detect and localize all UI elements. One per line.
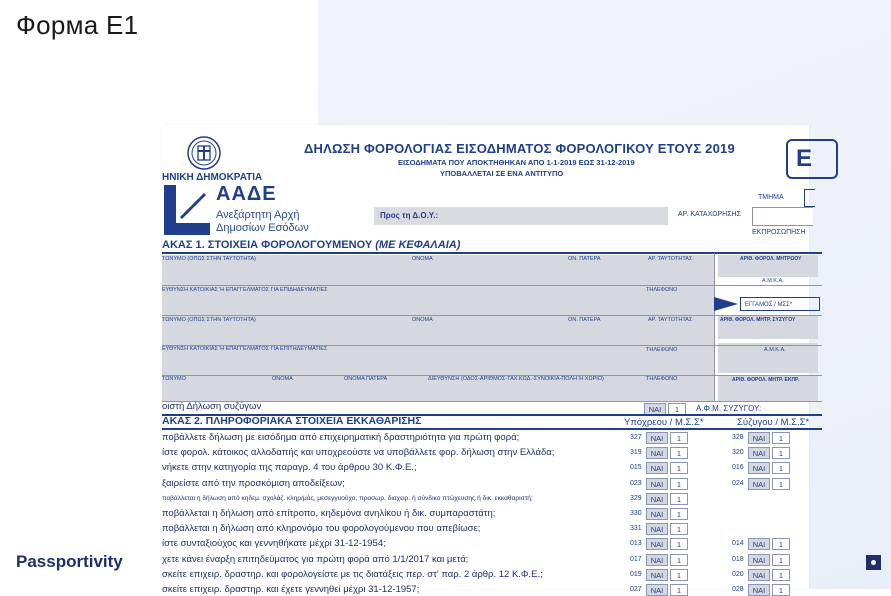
corner-mark-icon — [866, 555, 881, 570]
field-code: 023 — [630, 479, 642, 487]
one-box[interactable]: 1 — [670, 508, 688, 520]
field-code-spouse: 020 — [732, 570, 744, 578]
one-box-spouse[interactable]: 1 — [772, 462, 790, 474]
one-box-spouse[interactable]: 1 — [772, 538, 790, 550]
field-code-spouse: 320 — [732, 449, 744, 457]
yes-checkbox[interactable]: ΝΑΙ — [646, 432, 668, 444]
field-code-spouse: 328 — [732, 434, 744, 441]
field-label: Α.Μ.Κ.Α. — [762, 278, 784, 284]
field-label: ΟΝΟΜΑ — [412, 317, 433, 323]
one-box-spouse[interactable]: 1 — [772, 478, 790, 490]
one-box[interactable]: 1 — [670, 462, 688, 474]
field-code-spouse: 016 — [732, 464, 744, 472]
one-box[interactable]: 1 — [670, 569, 688, 581]
field-code: 027 — [630, 586, 642, 593]
government-name: ΗΝΙΚΗ ΔΗΜΟΚΡΑΤΙΑ — [162, 172, 263, 183]
joint-declaration-label: οιστή Δήλωση συζύγων — [162, 401, 262, 412]
joint-one-box[interactable]: 1 — [668, 403, 686, 415]
yes-checkbox-spouse[interactable]: ΝΑΙ — [748, 569, 770, 581]
section2-rule-top — [162, 414, 822, 416]
field-code: 017 — [630, 555, 642, 563]
tmima-label: ΤΜΗΜΑ — [758, 194, 784, 201]
field-code: 319 — [630, 449, 642, 457]
form-code-box: Ε — [786, 139, 838, 179]
registration-number-label: ΑΡ. ΚΑΤΑΧΩΡΗΣΗΣ — [678, 211, 741, 218]
field-label: ΤΩΝΥΜΟ (ΟΠΩΣ ΣΤΗΝ ΤΑΥΤΟΤΗΤΑ) — [162, 317, 256, 323]
yes-checkbox[interactable]: ΝΑΙ — [646, 538, 668, 550]
one-box-spouse[interactable]: 1 — [772, 432, 790, 444]
one-box-spouse[interactable]: 1 — [772, 569, 790, 581]
field-label: Α.Μ.Κ.Α. — [764, 347, 786, 353]
form-subtitle-period: ΕΙΣΟΔΗΜΑΤΑ ΠΟΥ ΑΠΟΚΤΗΘΗΚΑΝ ΑΠΟ 1-1-2019 ΕΩΣ 31-12-2019 — [398, 158, 635, 167]
field-label: ΤΗΛΕΦΩΝΟ — [646, 347, 678, 353]
field-code-spouse: 024 — [732, 479, 744, 487]
question-text: ποβάλλετε δήλωση με εισόδημα από επιχειρηματική δραστηριότητα για πρώτη φορά; — [162, 432, 520, 443]
yes-checkbox[interactable]: ΝΑΙ — [646, 493, 668, 505]
field-label: ΑΡΙΘ. ΦΟΡΟΛ. ΜΗΤΡ. ΕΚΠΡ. — [732, 377, 800, 383]
aade-subtitle-line1: Ανεξάρτητη Αρχή — [216, 209, 300, 221]
one-box-spouse[interactable]: 1 — [772, 554, 790, 566]
form-subtitle-copies: ΥΠΟΒΑΛΛΕΤΑΙ ΣΕ ΕΝΑ ΑΝΤΙΤΥΠΟ — [440, 169, 564, 178]
question-text: ποβάλλεται η δήλωση από επίτροπο, κηδεμόνα ανηλίκου ή δικ. συμπαραστάτη; — [162, 508, 496, 519]
section1-title: ΑΚΑΣ 1. ΣΤΟΙΧΕΙΑ ΦΟΡΟΛΟΓΟΥΜΕΝΟΥ (ΜΕ ΚΕΦΑΛΑΙΑ) — [162, 239, 461, 251]
field-label: ΕΥΘΥΝΣΗ ΚΑΤΟΙΚΙΑΣ Ή ΕΠΑΓΓΕΛΜΑΤΟΣ ΓΙΑ ΕΠΙΤΗΔΕΥΜΑΤΙΕΣ — [162, 346, 328, 352]
yes-checkbox-spouse[interactable]: ΝΑΙ — [748, 462, 770, 474]
divider — [162, 285, 822, 286]
question-text: νήκετε στην κατηγορία της παραγρ. 4 του άρθρου 30 Κ.Φ.Ε.; — [162, 462, 417, 474]
yes-checkbox[interactable]: ΝΑΙ — [646, 508, 668, 520]
field-label: ΟΝΟΜΑ ΠΑΤΕΡΑ — [344, 376, 388, 382]
one-box[interactable]: 1 — [670, 478, 688, 490]
field-label: ΤΗΛΕΦΩΝΟ — [646, 376, 678, 382]
yes-checkbox-spouse[interactable]: ΝΑΙ — [748, 432, 770, 444]
field-code: 013 — [630, 540, 642, 548]
yes-checkbox-spouse[interactable]: ΝΑΙ — [748, 478, 770, 490]
yes-checkbox[interactable]: ΝΑΙ — [646, 478, 668, 490]
divider — [162, 315, 822, 316]
question-text: ξαιρείστε από την προσκόμιση αποδείξεων; — [162, 477, 345, 489]
field-label: ΑΡΙΘ. ΦΟΡΟΛ. ΜΗΤΡΩΟΥ — [740, 256, 802, 262]
field-code: 015 — [630, 464, 642, 472]
field-code-spouse: 014 — [732, 540, 744, 548]
section1-rule — [162, 252, 822, 254]
question-text: ποβάλλεται η δήλωση από κηδεμ. σχολάζ. κληρ/μάς, μεσεγγυούχο, προσωρ. διαχειρ. ή σύνδικο πτώχευσης ή δικ. εκκαθαριστή; — [162, 494, 533, 502]
aade-subtitle-line2: Δημοσίων Εσόδων — [216, 222, 309, 234]
form-title: ΔΗΛΩΣΗ ΦΟΡΟΛΟΓΙΑΣ ΕΙΣΟΔΗΜΑΤΟΣ ΦΟΡΟΛΟΓΙΚΟΥ ΕΤΟΥΣ 2019 — [304, 141, 735, 156]
one-box[interactable]: 1 — [670, 554, 688, 566]
one-box-spouse[interactable]: 1 — [772, 584, 790, 596]
field-code: 329 — [630, 494, 642, 502]
one-box[interactable]: 1 — [670, 447, 688, 459]
field-code: 327 — [630, 434, 642, 441]
section2-title: ΑΚΑΣ 2. ΠΛΗΡΟΦΟΡΙΑΚΑ ΣΤΟΙΧΕΙΑ ΕΚΚΑΘΑΡΙΣΗΣ — [162, 415, 422, 427]
one-box[interactable]: 1 — [670, 584, 688, 596]
column-head-spouse: Σύζυγου / Μ.Σ.Σ* — [737, 417, 810, 428]
aade-name: ΑΑΔΕ — [216, 183, 277, 205]
yes-checkbox[interactable]: ΝΑΙ — [646, 584, 668, 596]
greek-emblem-icon — [186, 135, 222, 171]
yes-checkbox[interactable]: ΝΑΙ — [646, 462, 668, 474]
yes-checkbox[interactable]: ΝΑΙ — [646, 447, 668, 459]
representation-label: ΕΚΠΡΟΣΩΠΗΣΗ — [752, 229, 806, 236]
field-code-spouse: 028 — [732, 586, 744, 593]
slide-title: Форма Е1 — [16, 10, 139, 40]
one-box[interactable]: 1 — [670, 493, 688, 505]
tmima-field[interactable] — [804, 189, 815, 207]
field-label: ΕΥΘΥΝΣΗ ΚΑΤΟΙΚΙΑΣ Ή ΕΠΑΓΓΕΛΜΑΤΟΣ ΓΙΑ ΕΠΙΔΗΔΕΥΜΑΤΙΕΣ — [162, 287, 328, 293]
field-code: 330 — [630, 510, 642, 517]
field-label: ΤΩΝΥΜΟ (ΟΠΩΣ ΣΤΗΝ ΤΑΥΤΟΤΗΤΑ) — [162, 256, 256, 262]
yes-checkbox[interactable]: ΝΑΙ — [646, 554, 668, 566]
field-code: 331 — [630, 525, 642, 533]
yes-checkbox-spouse[interactable]: ΝΑΙ — [748, 554, 770, 566]
one-box-spouse[interactable]: 1 — [772, 447, 790, 459]
yes-checkbox-spouse[interactable]: ΝΑΙ — [748, 538, 770, 550]
question-text: σκείτε επιχειρ. δραστηρ. και φορολογείστε με τις διατάξεις περ. στ' παρ. 2 άρθρ. 12 Κ.Φ.Ε.; — [162, 568, 543, 580]
spouse-afm-label: Α.Φ.Μ. ΣΥΖΥΓΟΥ: — [696, 404, 762, 413]
vertical-divider — [714, 253, 715, 401]
section2-rule — [162, 428, 822, 430]
aade-logo-icon — [164, 185, 210, 235]
arrow-icon — [714, 297, 738, 311]
question-text: ποβάλλεται η δήλωση από κληρονόμο του φορολογούμενου που απεβίωσε; — [162, 523, 481, 535]
joint-yes-checkbox[interactable]: ΝΑΙ — [644, 403, 666, 415]
one-box[interactable]: 1 — [670, 538, 688, 550]
yes-checkbox-spouse[interactable]: ΝΑΙ — [748, 447, 770, 459]
field-label: ΤΗΛΕΦΩΝΟ — [646, 287, 678, 293]
married-field[interactable]: ΕΓΓΑΜΟΣ / ΜΣΣ* — [740, 297, 820, 311]
brand-logo: Passportivity — [16, 552, 123, 571]
field-label: ΟΝ. ΠΑΤΕΡΑ — [568, 256, 601, 262]
yes-checkbox[interactable]: ΝΑΙ — [646, 523, 668, 535]
question-text: σκείτε επιχειρ. δραστηρ. και έχετε γεννηθεί μέχρι 31-12-1957; — [162, 584, 420, 595]
field-label: ΤΩΝΥΜΟ — [162, 376, 186, 382]
column-head-taxpayer: Υπόχρεου / Μ.Σ.Σ* — [624, 417, 704, 428]
field-label: ΔΙΕΥΘΥΝΣΗ (ΟΔΟΣ-ΑΡΙΘΜΟΣ-ΤΑΧ.ΚΩΔ.-ΣΥΝΟΙΚΙΑ-ΠΟΛΗ Ή ΧΩΡΙΟ) — [428, 376, 604, 382]
registration-number-field[interactable] — [752, 207, 813, 226]
field-label: ΟΝ. ΠΑΤΕΡΑ — [568, 317, 601, 323]
field-label: ΑΡ. ΤΑΥΤΟΤΗΤΑΣ — [648, 256, 693, 262]
question-text: ίστε συνταξιούχος και γεννηθήκατε μέχρι 31-12-1954; — [162, 538, 386, 550]
field-label: ΟΝΟΜΑ — [412, 256, 433, 262]
doy-field[interactable]: Προς τη Δ.Ο.Υ.: — [374, 207, 668, 225]
field-label: ΑΡΙΘ. ΦΟΡΟΛ. ΜΗΤΡ. ΣΥΖΥΓΟΥ — [720, 317, 796, 323]
field-code: 019 — [630, 570, 642, 578]
yes-checkbox[interactable]: ΝΑΙ — [646, 569, 668, 581]
field-label: ΟΝΟΜΑ — [272, 376, 293, 382]
question-text: ίστε φορολ. κάτοικος αλλοδαπής και υποχρεούστε να υποβάλλετε φορ. δήλωση στην Ελλάδα; — [162, 447, 555, 459]
field-code-spouse: 018 — [732, 555, 744, 563]
tax-form-e1 — [162, 125, 813, 595]
field-label: ΑΡ. ΤΑΥΤΟΤΗΤΑΣ — [648, 317, 693, 323]
one-box[interactable]: 1 — [670, 523, 688, 535]
one-box[interactable]: 1 — [670, 432, 688, 444]
question-text: χετε κάνει έναρξη επιτηδεύματος για πρώτη φορά από 1/1/2017 και μετά; — [162, 553, 469, 565]
yes-checkbox-spouse[interactable]: ΝΑΙ — [748, 584, 770, 596]
